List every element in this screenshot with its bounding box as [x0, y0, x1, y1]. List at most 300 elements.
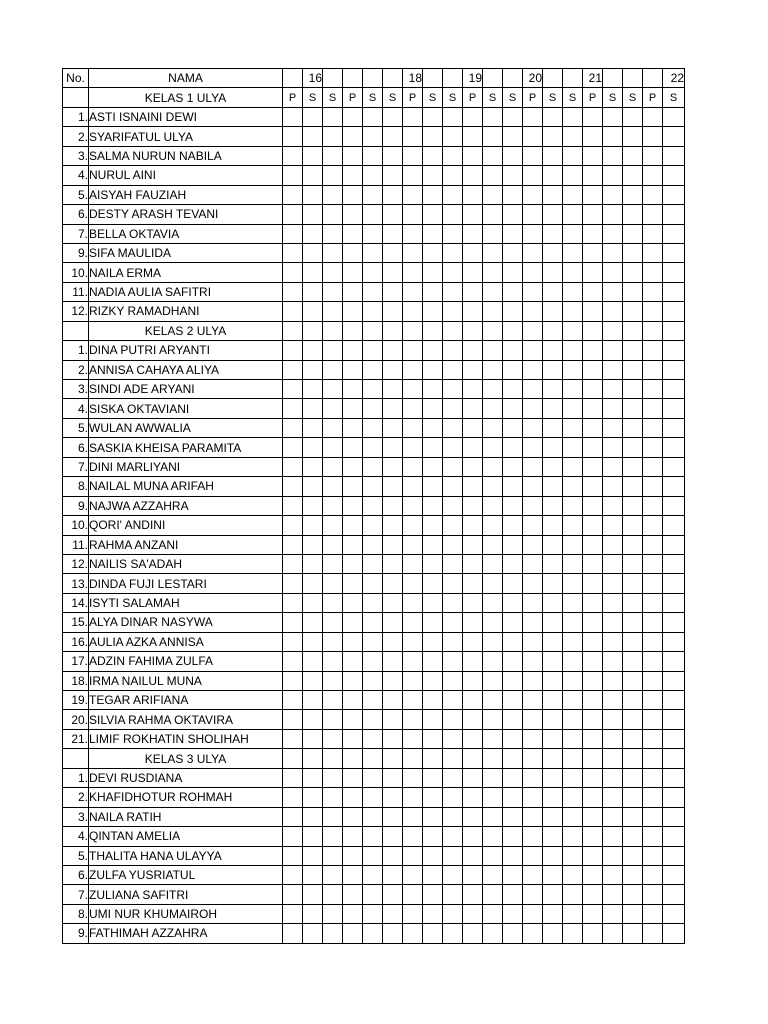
attendance-cell: [423, 613, 443, 632]
attendance-cell: [423, 477, 443, 496]
attendance-cell: [383, 302, 403, 321]
attendance-cell: [403, 302, 423, 321]
student-name: ISYTI SALAMAH: [89, 593, 283, 612]
attendance-cell: [403, 904, 423, 923]
attendance-cell: [383, 205, 403, 224]
attendance-cell: [303, 710, 323, 729]
attendance-cell: [643, 671, 663, 690]
attendance-cell: [523, 185, 543, 204]
attendance-cell: [423, 924, 443, 943]
attendance-cell: [363, 146, 383, 165]
attendance-cell: [303, 574, 323, 593]
student-row: [63, 924, 685, 943]
attendance-cell: [323, 399, 343, 418]
attendance-cell: [543, 418, 563, 437]
attendance-cell: [503, 652, 523, 671]
attendance-cell: [423, 185, 443, 204]
attendance-cell: [543, 496, 563, 515]
attendance-cell: [563, 768, 583, 787]
student-name: NAILA ERMA: [89, 263, 283, 282]
attendance-cell: [603, 671, 623, 690]
attendance-cell: [383, 749, 403, 768]
attendance-cell: [343, 166, 363, 185]
attendance-cell: [423, 360, 443, 379]
attendance-cell: [523, 360, 543, 379]
attendance-cell: [583, 535, 603, 554]
student-row: [63, 535, 685, 554]
attendance-cell: [643, 496, 663, 515]
session-label: P: [463, 88, 483, 107]
attendance-cell: [623, 127, 643, 146]
student-name: ALYA DINAR NASYWA: [89, 613, 283, 632]
attendance-cell: [503, 477, 523, 496]
attendance-cell: [463, 904, 483, 923]
student-number: 16.: [63, 632, 89, 651]
attendance-cell: [463, 224, 483, 243]
attendance-cell: [563, 380, 583, 399]
attendance-cell: [563, 593, 583, 612]
attendance-cell: [323, 516, 343, 535]
attendance-cell: [583, 205, 603, 224]
attendance-cell: [663, 380, 685, 399]
attendance-cell: [663, 613, 685, 632]
attendance-cell: [443, 846, 463, 865]
attendance-cell: [423, 243, 443, 262]
attendance-cell: [303, 146, 323, 165]
attendance-cell: [623, 671, 643, 690]
attendance-cell: [303, 341, 323, 360]
attendance-cell: [603, 691, 623, 710]
attendance-cell: [443, 224, 463, 243]
attendance-cell: [403, 321, 423, 340]
attendance-cell: [343, 205, 363, 224]
attendance-cell: [483, 360, 503, 379]
attendance-cell: [483, 243, 503, 262]
attendance-cell: [643, 146, 663, 165]
attendance-cell: [463, 671, 483, 690]
attendance-cell: [443, 865, 463, 884]
attendance-cell: [603, 827, 623, 846]
attendance-cell: [363, 205, 383, 224]
attendance-cell: [423, 282, 443, 301]
session-label: P: [643, 88, 663, 107]
attendance-cell: [563, 807, 583, 826]
attendance-cell: [643, 205, 663, 224]
attendance-cell: [463, 399, 483, 418]
attendance-cell: [303, 904, 323, 923]
attendance-cell: [483, 107, 503, 126]
attendance-cell: [323, 865, 343, 884]
attendance-cell: [523, 243, 543, 262]
attendance-cell: [343, 516, 363, 535]
attendance-cell: [283, 341, 303, 360]
attendance-cell: [383, 788, 403, 807]
student-row: [63, 205, 685, 224]
attendance-cell: [583, 671, 603, 690]
student-name: DINI MARLIYANI: [89, 457, 283, 476]
student-row: [63, 457, 685, 476]
attendance-cell: [363, 418, 383, 437]
student-name: NURUL AINI: [89, 166, 283, 185]
attendance-cell: [623, 710, 643, 729]
attendance-cell: [383, 516, 403, 535]
student-number: 11.: [63, 282, 89, 301]
attendance-cell: [443, 516, 463, 535]
attendance-cell: [563, 496, 583, 515]
attendance-cell: [303, 263, 323, 282]
attendance-cell: [583, 263, 603, 282]
attendance-cell: [363, 710, 383, 729]
date-header-cell: [283, 69, 303, 88]
attendance-cell: [583, 749, 603, 768]
student-name: FATHIMAH AZZAHRA: [89, 924, 283, 943]
attendance-cell: [583, 146, 603, 165]
attendance-cell: [423, 846, 443, 865]
attendance-cell: [623, 924, 643, 943]
attendance-cell: [663, 127, 685, 146]
attendance-cell: [383, 613, 403, 632]
attendance-cell: [623, 341, 643, 360]
attendance-cell: [603, 302, 623, 321]
attendance-cell: [603, 554, 623, 573]
attendance-cell: [563, 224, 583, 243]
attendance-cell: [383, 321, 403, 340]
attendance-cell: [443, 632, 463, 651]
attendance-cell: [423, 166, 443, 185]
attendance-cell: [523, 205, 543, 224]
attendance-cell: [663, 652, 685, 671]
attendance-cell: [423, 321, 443, 340]
attendance-cell: [283, 263, 303, 282]
attendance-cell: [523, 671, 543, 690]
attendance-cell: [323, 263, 343, 282]
attendance-cell: [423, 632, 443, 651]
attendance-cell: [503, 127, 523, 146]
attendance-cell: [303, 205, 323, 224]
attendance-cell: [283, 788, 303, 807]
student-row: [63, 263, 685, 282]
attendance-cell: [283, 166, 303, 185]
attendance-cell: [423, 788, 443, 807]
session-label: S: [383, 88, 403, 107]
attendance-cell: [643, 652, 663, 671]
row-number-cell: [63, 321, 89, 340]
attendance-cell: [363, 554, 383, 573]
attendance-cell: [503, 399, 523, 418]
attendance-cell: [543, 924, 563, 943]
attendance-cell: [423, 496, 443, 515]
attendance-cell: [403, 924, 423, 943]
attendance-cell: [663, 885, 685, 904]
column-header-no: No.: [63, 69, 89, 88]
student-number: 6.: [63, 205, 89, 224]
attendance-cell: [623, 146, 643, 165]
attendance-cell: [563, 321, 583, 340]
attendance-cell: [303, 418, 323, 437]
student-number: 3.: [63, 807, 89, 826]
attendance-cell: [643, 107, 663, 126]
attendance-cell: [583, 516, 603, 535]
attendance-cell: [363, 613, 383, 632]
attendance-cell: [483, 885, 503, 904]
attendance-cell: [303, 166, 323, 185]
attendance-cell: [503, 205, 523, 224]
attendance-cell: [503, 107, 523, 126]
attendance-cell: [323, 749, 343, 768]
attendance-cell: [443, 574, 463, 593]
student-number: 9.: [63, 496, 89, 515]
attendance-cell: [383, 691, 403, 710]
attendance-cell: [423, 107, 443, 126]
student-name: NAILIS SA'ADAH: [89, 554, 283, 573]
attendance-cell: [623, 691, 643, 710]
attendance-cell: [443, 710, 463, 729]
attendance-cell: [343, 904, 363, 923]
student-number: 4.: [63, 827, 89, 846]
attendance-cell: [643, 341, 663, 360]
attendance-cell: [643, 399, 663, 418]
attendance-cell: [503, 302, 523, 321]
attendance-cell: [503, 924, 523, 943]
attendance-cell: [543, 380, 563, 399]
attendance-cell: [383, 107, 403, 126]
attendance-cell: [583, 399, 603, 418]
attendance-cell: [643, 749, 663, 768]
attendance-cell: [283, 535, 303, 554]
date-header-cell: [543, 69, 563, 88]
attendance-cell: [503, 418, 523, 437]
attendance-cell: [323, 127, 343, 146]
attendance-cell: [563, 418, 583, 437]
attendance-cell: [283, 516, 303, 535]
attendance-cell: [583, 107, 603, 126]
student-number: 2.: [63, 788, 89, 807]
attendance-cell: [403, 846, 423, 865]
attendance-cell: [623, 807, 643, 826]
attendance-cell: [643, 554, 663, 573]
attendance-cell: [603, 341, 623, 360]
attendance-cell: [363, 807, 383, 826]
attendance-cell: [363, 380, 383, 399]
attendance-cell: [643, 321, 663, 340]
attendance-cell: [363, 243, 383, 262]
attendance-cell: [463, 554, 483, 573]
attendance-cell: [583, 632, 603, 651]
attendance-cell: [483, 496, 503, 515]
attendance-cell: [403, 710, 423, 729]
attendance-cell: [623, 107, 643, 126]
attendance-cell: [303, 243, 323, 262]
attendance-cell: [343, 380, 363, 399]
student-name: NAILA RATIH: [89, 807, 283, 826]
attendance-cell: [523, 418, 543, 437]
attendance-cell: [643, 574, 663, 593]
attendance-cell: [303, 613, 323, 632]
attendance-cell: [663, 729, 685, 748]
attendance-cell: [543, 166, 563, 185]
student-number: 7.: [63, 885, 89, 904]
attendance-cell: [483, 380, 503, 399]
attendance-cell: [343, 418, 363, 437]
attendance-cell: [643, 593, 663, 612]
attendance-cell: [623, 865, 643, 884]
attendance-cell: [463, 438, 483, 457]
student-name: KHAFIDHOTUR ROHMAH: [89, 788, 283, 807]
attendance-cell: [663, 360, 685, 379]
attendance-cell: [423, 865, 443, 884]
attendance-cell: [483, 146, 503, 165]
attendance-cell: [463, 632, 483, 651]
attendance-cell: [283, 632, 303, 651]
attendance-cell: [483, 341, 503, 360]
student-name: NAJWA AZZAHRA: [89, 496, 283, 515]
student-name: ADZIN FAHIMA ZULFA: [89, 652, 283, 671]
attendance-cell: [463, 924, 483, 943]
attendance-cell: [643, 166, 663, 185]
attendance-cell: [383, 380, 403, 399]
header-row-dates: [63, 69, 685, 88]
attendance-cell: [383, 496, 403, 515]
attendance-cell: [443, 263, 463, 282]
attendance-cell: [423, 593, 443, 612]
student-row: [63, 671, 685, 690]
student-row: [63, 496, 685, 515]
session-label: S: [483, 88, 503, 107]
attendance-cell: [543, 185, 563, 204]
attendance-cell: [543, 729, 563, 748]
attendance-cell: [563, 185, 583, 204]
attendance-cell: [423, 535, 443, 554]
attendance-cell: [463, 768, 483, 787]
attendance-cell: [543, 788, 563, 807]
attendance-cell: [643, 302, 663, 321]
attendance-cell: [523, 593, 543, 612]
attendance-cell: [383, 224, 403, 243]
attendance-cell: [303, 457, 323, 476]
attendance-cell: [423, 418, 443, 437]
attendance-cell: [583, 477, 603, 496]
attendance-cell: [563, 107, 583, 126]
column-header-nama: NAMA: [89, 69, 283, 88]
attendance-cell: [603, 652, 623, 671]
attendance-cell: [303, 846, 323, 865]
attendance-cell: [543, 846, 563, 865]
attendance-cell: [503, 146, 523, 165]
attendance-cell: [583, 865, 603, 884]
attendance-cell: [283, 205, 303, 224]
attendance-cell: [463, 418, 483, 437]
student-row: [63, 574, 685, 593]
attendance-cell: [523, 574, 543, 593]
attendance-cell: [463, 535, 483, 554]
student-name: IRMA NAILUL MUNA: [89, 671, 283, 690]
attendance-cell: [603, 418, 623, 437]
student-name: QORI' ANDINI: [89, 516, 283, 535]
attendance-cell: [603, 457, 623, 476]
attendance-cell: [443, 885, 463, 904]
attendance-cell: [343, 438, 363, 457]
class-title-row: [63, 749, 685, 768]
attendance-cell: [423, 827, 443, 846]
attendance-cell: [663, 904, 685, 923]
attendance-cell: [343, 827, 363, 846]
attendance-cell: [563, 885, 583, 904]
attendance-cell: [483, 418, 503, 437]
attendance-cell: [623, 652, 643, 671]
attendance-cell: [583, 380, 603, 399]
attendance-cell: [443, 652, 463, 671]
attendance-cell: [663, 185, 685, 204]
student-name: ZULIANA SAFITRI: [89, 885, 283, 904]
attendance-cell: [543, 613, 563, 632]
attendance-cell: [343, 341, 363, 360]
attendance-cell: [423, 710, 443, 729]
attendance-cell: [583, 652, 603, 671]
attendance-cell: [483, 632, 503, 651]
attendance-cell: [483, 729, 503, 748]
attendance-cell: [343, 243, 363, 262]
attendance-cell: [563, 243, 583, 262]
student-number: 17.: [63, 652, 89, 671]
student-name: SALMA NURUN NABILA: [89, 146, 283, 165]
attendance-cell: [363, 107, 383, 126]
attendance-cell: [483, 593, 503, 612]
attendance-cell: [603, 399, 623, 418]
attendance-cell: [543, 477, 563, 496]
attendance-cell: [503, 224, 523, 243]
attendance-cell: [403, 360, 423, 379]
attendance-cell: [323, 302, 343, 321]
class-title-row: [63, 321, 685, 340]
attendance-cell: [423, 457, 443, 476]
attendance-cell: [343, 865, 363, 884]
attendance-cell: [543, 885, 563, 904]
attendance-cell: [383, 807, 403, 826]
attendance-cell: [503, 321, 523, 340]
attendance-cell: [563, 924, 583, 943]
attendance-cell: [403, 127, 423, 146]
attendance-cell: [423, 554, 443, 573]
attendance-cell: [323, 243, 343, 262]
attendance-cell: [283, 768, 303, 787]
attendance-cell: [463, 691, 483, 710]
student-name: WULAN AWWALIA: [89, 418, 283, 437]
attendance-cell: [443, 205, 463, 224]
attendance-cell: [543, 749, 563, 768]
student-number: 4.: [63, 166, 89, 185]
attendance-cell: [463, 146, 483, 165]
attendance-cell: [503, 341, 523, 360]
student-name: LIMIF ROKHATIN SHOLIHAH: [89, 729, 283, 748]
attendance-cell: [523, 380, 543, 399]
attendance-cell: [363, 302, 383, 321]
attendance-cell: [363, 827, 383, 846]
attendance-cell: [303, 535, 323, 554]
date-header-cell: 19: [463, 69, 483, 88]
attendance-cell: [403, 865, 423, 884]
date-header-cell: 20: [523, 69, 543, 88]
attendance-cell: [363, 457, 383, 476]
attendance-cell: [563, 516, 583, 535]
attendance-cell: [503, 457, 523, 476]
attendance-cell: [563, 554, 583, 573]
attendance-cell: [403, 185, 423, 204]
attendance-cell: [443, 924, 463, 943]
attendance-cell: [543, 652, 563, 671]
attendance-cell: [383, 185, 403, 204]
attendance-cell: [523, 321, 543, 340]
attendance-cell: [463, 788, 483, 807]
